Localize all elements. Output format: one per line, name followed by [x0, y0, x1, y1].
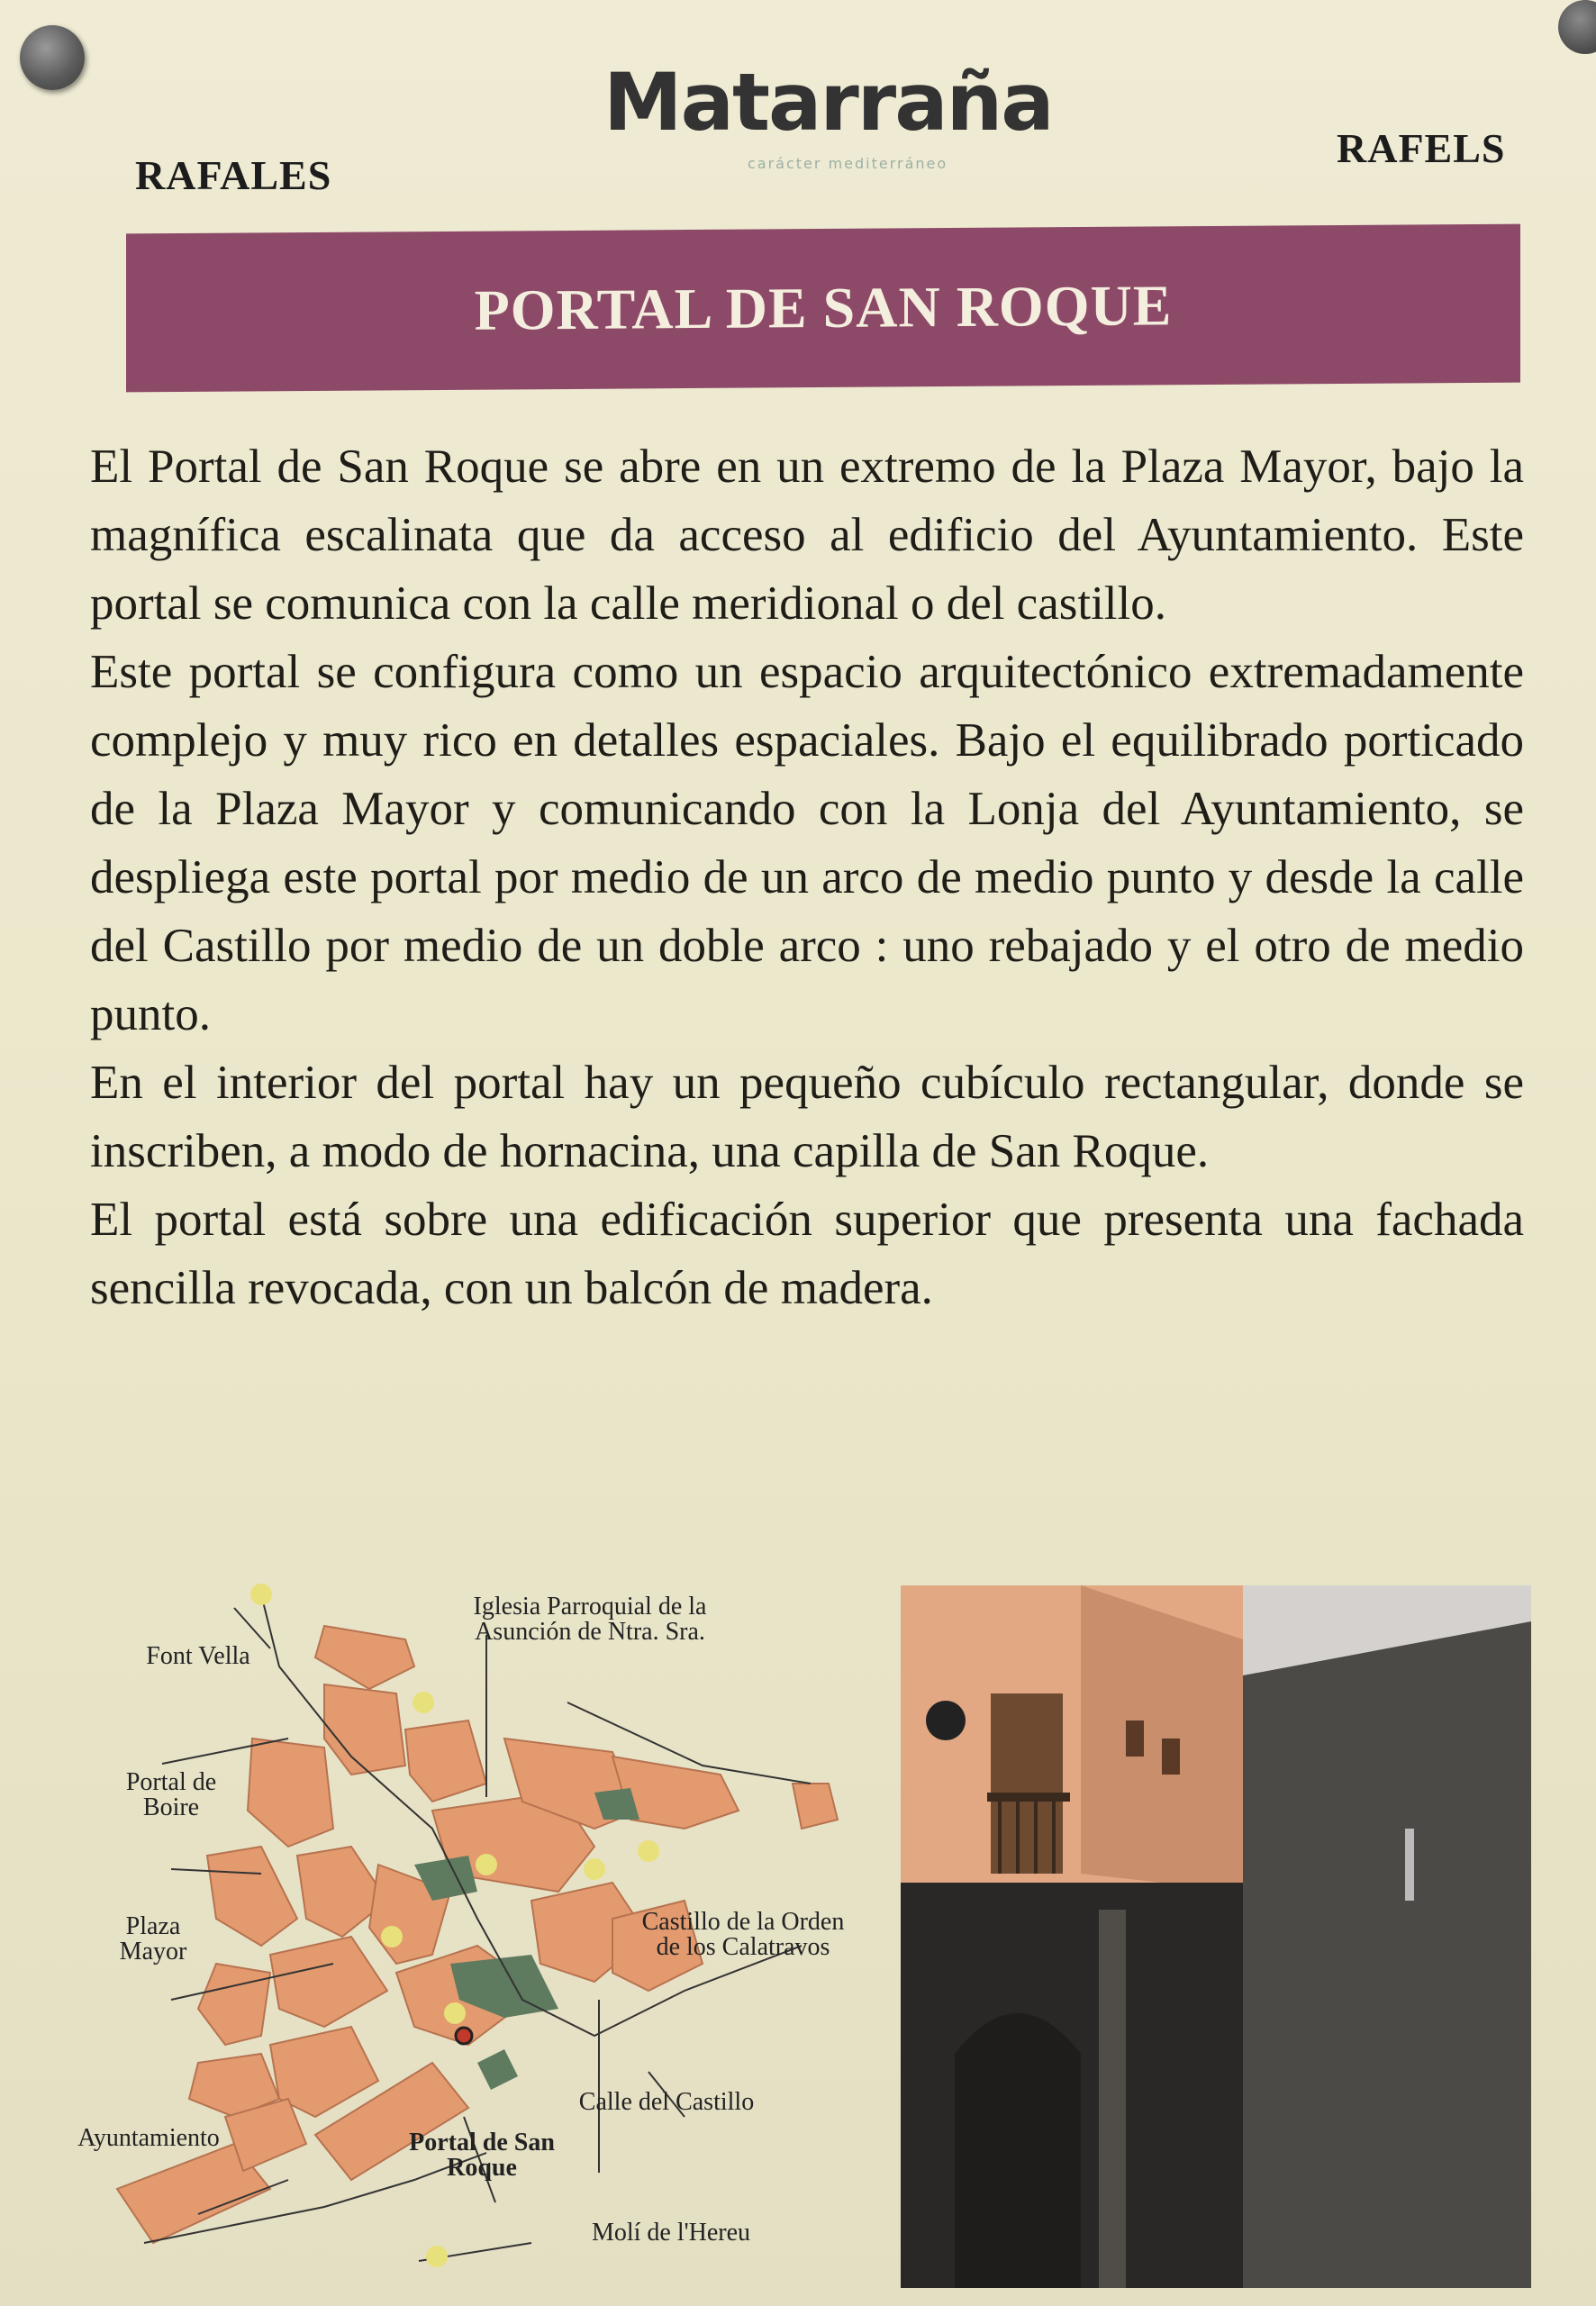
description-text: [90, 432, 1524, 1322]
screw-icon: [20, 25, 85, 90]
label-iglesia: Iglesia Parroquial de la Asunción de Ntra. Sra.: [473, 1593, 707, 1646]
logo-wordmark: Matarraña: [603, 56, 1053, 149]
paragraph: El Portal de San Roque se abre en un extremo de la Plaza Mayor, bajo la magnífica escalinata que da acceso al edificio del Ayuntamiento. Este portal se comunica con la calle meridional o del castillo.: [90, 440, 1524, 630]
label-portal-san-roque: Portal de San Roque: [409, 2129, 555, 2182]
paragraph: En el interior del portal hay un pequeño cubículo rectangular, donde se inscriben, a modo de hornacina, una capilla de San Roque.: [90, 1057, 1524, 1177]
street-photo: [901, 1585, 1531, 2288]
label-castillo: Castillo de la Orden de los Calatravos: [641, 1908, 845, 1961]
paragraph: El portal está sobre una edificación superior que presenta una fachada sencilla revocada, con un balcón de madera.: [90, 1194, 1524, 1314]
town-map: [54, 1558, 865, 2279]
label-plaza-mayor: Plaza Mayor: [119, 1912, 187, 1966]
town-name-spanish: RAFALES: [135, 152, 332, 198]
photo-illustration: [901, 1585, 1531, 2288]
label-calle-castillo: Calle del Castillo: [578, 2088, 755, 2116]
label-portal-boire: Portal de Boire: [125, 1768, 217, 1821]
paragraph: Este portal se configura como un espacio arquitectónico extremadamente complejo y muy rico en detalles espaciales. Bajo el equilibrado porticado de la Plaza Mayor y comunicando con la Lonja del Ayuntamiento, se despliega este portal por medio de un arco de medio punto y desde la calle del Castillo por medio de un doble arco : uno rebajado y el otro de medio punto.: [90, 646, 1524, 1040]
screw-icon: [1558, 0, 1596, 54]
label-moli: Molí de l'Hereu: [591, 2219, 751, 2247]
page-title: PORTAL DE SAN ROQUE: [474, 273, 1173, 342]
title-banner: [126, 224, 1520, 393]
label-font-vella: Font Vella: [146, 1642, 250, 1670]
label-ayuntamiento: Ayuntamiento: [77, 2124, 220, 2152]
matarrana-logo: [603, 56, 1053, 191]
logo-tagline: carácter mediterráneo: [748, 155, 948, 172]
town-name-catalan: RAFELS: [1337, 125, 1506, 171]
